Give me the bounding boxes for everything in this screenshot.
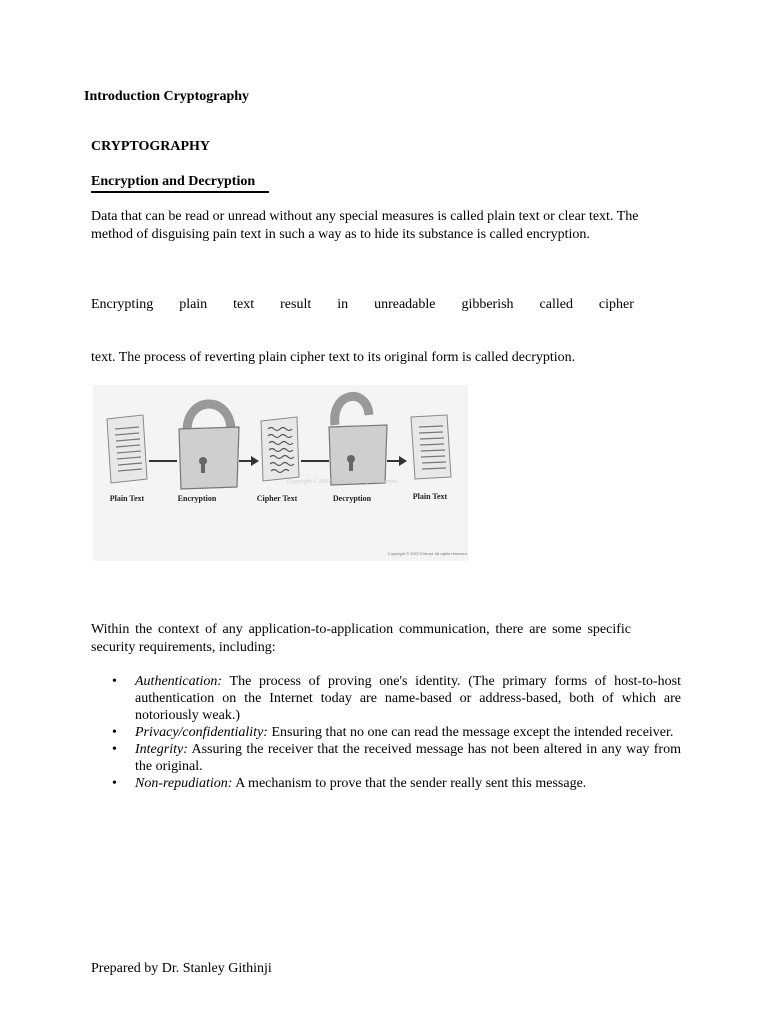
list-item <box>108 673 681 724</box>
subsection-heading: Encryption and Decryption <box>91 174 256 189</box>
figure-label-cipher-text: Cipher Text <box>256 494 298 503</box>
paragraph-requirements: Within the context of any application-to-application communication, there are some specific security requirements, including: <box>91 622 631 655</box>
definition: Ensuring that no one can read the message except the intended receiver. <box>267 725 674 740</box>
plain-text-document-icon <box>411 415 451 479</box>
figure-label-decryption: Decryption <box>332 494 372 503</box>
figure-label-encryption: Encryption <box>177 494 217 503</box>
word: cipher <box>598 297 634 312</box>
term: Authentication: <box>135 674 223 689</box>
figure-copyright: Copyright © 2007 Entrust. All rights reserved. <box>387 551 468 556</box>
list-item <box>108 775 681 792</box>
document-title: Introduction Cryptography <box>84 89 250 104</box>
word: called <box>539 297 573 312</box>
plain-text-document-icon <box>107 415 147 483</box>
open-padlock-icon <box>329 396 387 485</box>
term: Privacy/confidentiality: <box>135 725 268 740</box>
list-item <box>108 724 681 741</box>
figure-label-plain-text: Plain Text <box>109 494 145 503</box>
bullet-icon: • <box>112 725 117 740</box>
term: Non-repudiation: <box>135 776 233 791</box>
paragraph-plain-text: Data that can be read or unread without any special measures is called plain text or clear text. The method of disguising pain text in such a way as to hide its substance is called encryption. <box>91 209 639 242</box>
section-heading: CRYPTOGRAPHY <box>91 139 211 154</box>
figure-watermark: Copyright © 2007 Entrust. All rights reserved. <box>287 479 399 485</box>
encryption-diagram <box>93 385 468 561</box>
definition: Assuring the receiver that the received message has not been altered in any way from the original. <box>135 742 681 774</box>
word: plain <box>179 297 208 312</box>
definition: The process of proving one's identity. (The primary forms of host-to-host authentication on the Internet today are name-based or address-based, both of which are notoriously weak.) <box>135 674 681 723</box>
bullet-icon: • <box>112 776 117 791</box>
cipher-text-document-icon <box>261 417 299 481</box>
subsection-underline <box>91 191 269 193</box>
definition: A mechanism to prove that the sender really sent this message. <box>232 776 587 791</box>
word: Encrypting <box>91 297 154 312</box>
term: Integrity: <box>135 742 188 757</box>
word: text <box>233 297 255 312</box>
closed-padlock-icon <box>179 404 239 489</box>
word: in <box>337 297 349 312</box>
footer-author: Prepared by Dr. Stanley Githinji <box>91 961 272 976</box>
figure-label-plain-text: Plain Text <box>412 492 448 501</box>
paragraph-encrypting <box>91 296 634 314</box>
bullet-icon: • <box>112 742 117 757</box>
word: gibberish <box>461 297 514 312</box>
requirements-list <box>108 673 681 792</box>
list-item <box>108 741 681 775</box>
word: result <box>280 297 312 312</box>
paragraph-decryption: text. The process of reverting plain cipher text to its original form is called decryption. <box>91 350 576 365</box>
bullet-icon: • <box>112 674 117 689</box>
word: unreadable <box>374 297 436 312</box>
